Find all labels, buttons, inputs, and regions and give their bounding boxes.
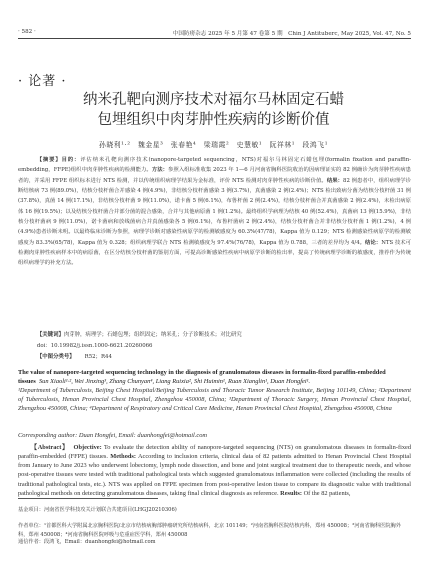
english-objective-text: To evaluate the detection ability of nanopore-targeted sequencing (NTS) on granulomatous diseases in formalin-fixed paraffin-embedded (FFPE) tissues. xyxy=(18,444,412,461)
english-authors: Sun Xiaoli¹·², Wei Jinxing³, Zhang Chunyan⁴, Liang Ruixia², Shi Huimin¹, Ruan Xianglin¹, Duan Hongfei¹. xyxy=(38,378,311,385)
author-unit-footnote xyxy=(18,522,411,539)
english-objective-label: Objective: xyxy=(73,444,102,451)
article-title-line-1: 纳米孔靶向测序技术对福尔马林固定石蜡 xyxy=(83,92,344,108)
page-number: · 582 · xyxy=(18,29,36,35)
doi-line xyxy=(18,341,427,349)
corr-text: 段鸿飞，Email：duanhongfei@hotmail.com xyxy=(43,539,156,545)
corresponding-footnote xyxy=(18,538,411,547)
classification-line xyxy=(18,352,411,360)
english-affiliations: ¹Department of Tuberculosis, Beijing Chest Hospital/Beijing Tuberculosis and Thoracic Tumor Research Institute, Beijing 101149, China; ²Department of Tuberculosis, Henan Provincial Chest Hospital, Zhengzhou 450008, China; ³Department of Thoracic Surgery, Henan Provincial Chest Hospital, Zhengzhou 450008, China; ⁴Department of Respiratory and Critical Care Medicine, Henan Provincial Chest Hospital, Zhengzhou 450008, China xyxy=(18,387,411,412)
keywords xyxy=(18,330,411,338)
footnote-divider xyxy=(18,498,158,499)
conclusion-text: NTS 技术可检测肉芽肿性疾病样本中的病原菌，在区分结核分枝杆菌的鉴别方面，可提高诊断感染性疾病中病原学诊断的检出率，提高了传统病理学诊断的敏感度，推荐作为传统组织病理学的补充方法。 xyxy=(18,239,412,267)
doi-label: doi： xyxy=(36,343,51,349)
results-label: 结果： xyxy=(326,177,344,184)
fund-footnote xyxy=(18,506,411,515)
english-methods-text: According to inclusion criteria, clinical data of 82 patients admitted to Henan Provincial Chest Hospital from January to June 2023 who underwent lobectomy, lymph node dissection, and bone and joint surgical treatment due to therapeutic needs, and whose post-operative tissues were tested with traditional pathological tests which suggested granulomatous inflammation were collected (including the results of traditional pathological tests, etc.). NTS was applied on FFPE specimen from post-operative lesion tissue to compare its diagnostic value with traditional pathological methods on detecting granulomatous diseases, taking final clinical diagnosis as reference. xyxy=(18,453,411,497)
methods-label: 方法： xyxy=(151,167,169,174)
header-divider xyxy=(18,38,411,39)
english-abstract-label: 【Abstract】 xyxy=(30,444,69,451)
running-head xyxy=(18,26,411,38)
keywords-text: 肉芽肿，病理学；石蜡包埋；组织固定；纳米孔；分子诊断技术；对比研究 xyxy=(63,332,242,338)
english-title: The value of nanopore-targeted sequencing technology in the diagnosis of granulomatous diseases in formalin-fixed paraffin-embedded tissues xyxy=(18,369,386,385)
author-unit-text: ¹首都医科大学附属北京胸科医院/北京市结核病胸部肿瘤研究所结核病科，北京 101149；²河南省胸科医院结核内科，郑州 450008；³河南省胸科医院胸外科，郑州 450008；⁴河南省胸科医院呼吸与危重症医学科，郑州 450008 xyxy=(18,523,401,538)
results-text: 82 例患者中，组织病理学诊断结核病 73 例(89.0%)，结核分枝杆菌合并感染 4 例(4.9%)，非结核分枝杆菌感染 3 例(3.7%)，真菌感染 2 例(2.4%)；NTS 检出致病分菌为结核分枝杆菌 31 例(37.8%)，真菌 14 例(17.1%)，非结核分枝杆菌 9 例(11.0%)，诺卡菌 5 例(6.1%)，布鲁杆菌 2 例(2.4%)，结核分枝杆菌合并真菌感染 2 例(2.4%)，未检出病原体 16 例(19.5%)；以及结核分枝杆菌合并部分菌的混合感染，合并与其他病原菌 1 例(1.2%)。最终组织学病理为结核 40 例(52.4%)，真菌病 13 例(15.9%)，非结核分枝杆菌病 9 例(11.0%)，诺卡菌病和放线菌病合并真菌感染各 5 例(6.1%)，布鲁杆菌病 2 例(2.4%)，结核分枝杆菌合并非结核分枝杆菌 1 例(1.2%)，4 例(4.9%)患者诊断未明。以最终临床诊断为参照，病理学诊断对感染性病原学的检测敏感度为 60.3%(47/78)，Kappa 值为 0.129；NTS 检测感染性病原学的检测敏感度为 83.3%(65/78)，Kappa 值为 0.328；组织病理学联合 NTS 检测敏感度为 97.4%(76/78)，Kappa 值为 0.788，三者的差异均为 4/4。 xyxy=(18,177,412,246)
article-title-line-2: 包埋组织中肉芽肿性疾病的诊断价值 xyxy=(97,112,330,128)
author-list: 孙晓利¹·² 魏金星³ 张春艳⁴ 梁瑞霞² 史慧敏¹ 阮祥林¹ 段鸿飞¹ xyxy=(98,141,329,149)
fund-label: 基金项目： xyxy=(18,507,44,513)
english-corresponding-author: Corresponding author: Duan Hongfei, Email: duanhongfei@hotmail.com xyxy=(18,432,208,439)
objective-label: 目的： xyxy=(61,157,81,163)
corr-label: 通信作者： xyxy=(18,539,44,545)
chinese-abstract xyxy=(18,155,411,269)
objective-text: 评估纳米孔靶向测序技术(nanopore-targeted sequencing，NTS)对福尔马林固定石蜡包埋(formalin fixation and paraffin-embedding，FFPE)组织中肉芽肿性疾病的检测能力。 xyxy=(18,157,412,174)
classification-label: 【中图分类号】 xyxy=(36,354,75,360)
english-title-block xyxy=(18,368,411,386)
fund-text: 河南省医学科技攻关计划联合共建项目(LHGJ20210306) xyxy=(43,507,177,513)
english-results-label: Results: xyxy=(280,489,302,497)
english-methods-label: Methods: xyxy=(110,453,136,461)
doi-link[interactable]: 10.19982/j.issn.1000-6621.20260066 xyxy=(50,343,153,349)
english-results-text: Of the 82 patients, xyxy=(303,489,351,497)
methods-text: 参照入组标准收集 2023 年 1—6 月河南省胸科医院收治的因病理证实的 82 例确诊为肉芽肿性疾病患者的，并采用 FFPE 组织标本进行 NTS 检测，并以传统组织病理学结果为金标准，评价 NTS 检测对肉芽肿性疾病的诊断价值。 xyxy=(18,167,412,184)
classification-code: R52；R44 xyxy=(84,354,112,360)
keywords-label: 【关键词】 xyxy=(36,332,64,338)
conclusion-label: 结论： xyxy=(365,239,382,246)
english-abstract xyxy=(18,443,411,498)
abstract-label: 【摘要】 xyxy=(36,157,62,163)
author-unit-label: 作者单位： xyxy=(18,523,44,529)
column-label: · 论著 · xyxy=(18,74,67,89)
journal-citation: 中国防痨杂志 2025 年 5 月第 47 卷第 5 期 Chin J Antituberc, May 2025, Vol. 47, No. 5 xyxy=(172,31,411,37)
